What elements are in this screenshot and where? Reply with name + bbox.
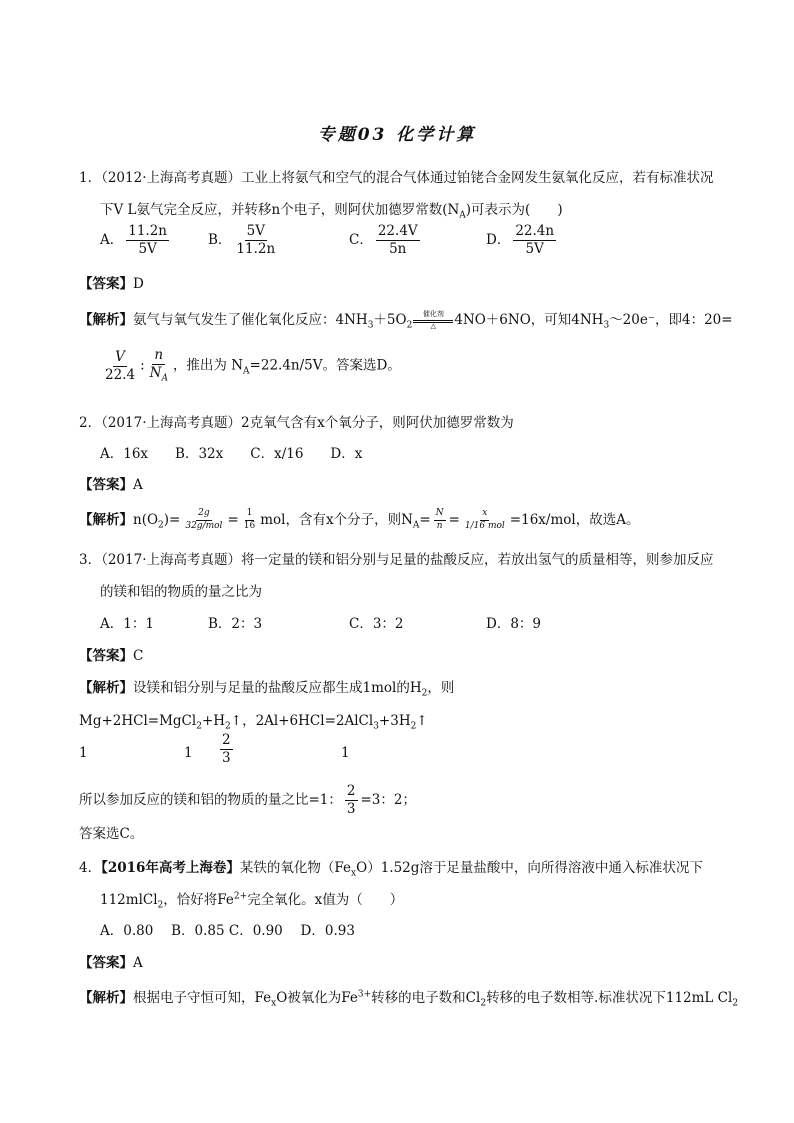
q3-ratio: 所以参加反应的镁和铝的物质的量之比=1： $\frac{2}{3}$ =3：2； (79, 783, 416, 817)
q3-equation: $Mg+2HCl=MgCl_2+H_2↑$，$2Al+6HCl=2AlCl_3+3H_2↑$ (79, 713, 428, 732)
q4-options: A．0.80 B．0.85 C．0.90 D．0.93 (100, 923, 355, 939)
q4-analysis: 【解析】根据电子守恒可知，$Fe_xO$被氧化为$Fe^{3+}$转移的电子数和$Cl_2$转移的电子数相等.标准状况下112mL $Cl_2$ (79, 989, 739, 1009)
q3-option-b: B．2：3 (208, 616, 263, 632)
q3-coef-h2-2: 1 (341, 745, 350, 761)
q4-line1: 4．【2016年高考上海卷】某铁的氧化物$(Fe_xO)1.52g$溶于足量盐酸中，向所得溶液中通入标准状况下 (79, 860, 703, 879)
q1-analysis-line1: 【解析】氨气与氧气发生了催化氧化反应：$4NH_3+5O_2$ 催化剂 △ 4NO＋6NO，可知$4NH_3\sim 20e^-$，即4：20= (79, 309, 733, 331)
q1-line1: 1．（2012·上海高考真题）工业上将氨气和空气的混合气体通过铂铑合金网发生氨氧化反应，若有标准状况 (79, 170, 714, 186)
q2-analysis: 【解析】$n(O_2)=$ $\frac{2g}{\text{32g/mol}}$ = $\frac{1}{16}$ mol，含有x个分子，则$N_A=$ $\frac{N}{n}$ = $\frac{x}{\text{1/16 mol}}$ =16x/mol，故选A。 (79, 508, 640, 531)
q1-answer: 【答案】D (79, 276, 144, 292)
q2-answer: 【答案】A (79, 477, 143, 493)
q3-line1: 3．（2017·上海高考真题）将一定量的镁和铝分别与足量的盐酸反应，若放出氢气的质量相等，则参加反应 (79, 552, 714, 568)
q2-options: A．16x B．32x C．x/16 D．x (100, 446, 363, 462)
catalyst-arrow: 催化剂 △ (413, 313, 453, 329)
q3-answer: 【答案】C (79, 648, 144, 664)
q3-analysis-line1: 【解析】设镁和铝分别与足量的盐酸反应都生成1mol的$H_2$，则 (79, 680, 455, 699)
q3-coef-h2-1: 1 (184, 745, 193, 761)
q1-analysis-line2: $\frac{V}{22.4}$ : $\frac{n}{N_A}$ ，推出为 $N_A=22.4n/5V$。答案选D。 (105, 347, 401, 384)
q4-answer: 【答案】A (79, 955, 143, 971)
q1-line2: 下V L氨气完全反应，并转移n个电子，则阿伏加德罗常数$(N_A)$可表示为( ) (100, 202, 563, 221)
q1-option-a: A． $\frac{11.2n}{5V}$ (100, 223, 168, 257)
q1-option-c: C． $\frac{22.4V}{5n}$ (349, 223, 418, 257)
q4-line2: 112mlCl$_2$，恰好将$Fe^{2+}$完全氧化。x值为（ ） (100, 891, 404, 911)
q1-option-b: B． $\frac{5V}{11.2n}$ (208, 223, 276, 257)
q3-coef-al: $\frac{2}{3}$ (222, 732, 231, 766)
page-title: 专题03 化学计算 (317, 125, 477, 145)
q3-line2: 的镁和铝的物质的量之比为 (100, 584, 262, 600)
q3-conclusion: 答案选C。 (79, 826, 144, 842)
q2-line1: 2．（2017·上海高考真题）2克氧气含有x个氧分子，则阿伏加德罗常数为 (79, 415, 514, 431)
q1-option-d: D． $\frac{22.4n}{5V}$ (486, 223, 555, 257)
q3-option-d: D．8：9 (486, 616, 542, 632)
q3-coef-mg: 1 (79, 745, 88, 761)
q3-option-a: A．1：1 (100, 616, 154, 632)
q3-option-c: C．3：2 (349, 616, 404, 632)
